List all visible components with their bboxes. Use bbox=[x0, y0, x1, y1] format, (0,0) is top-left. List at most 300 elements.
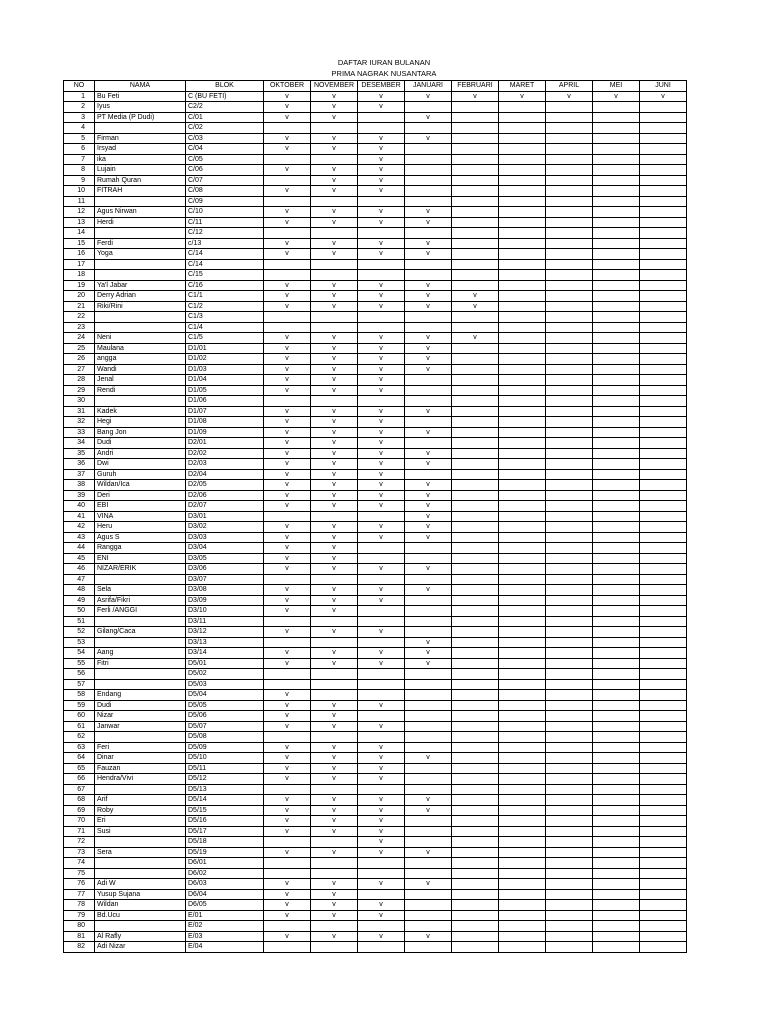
cell-no: 25 bbox=[64, 343, 95, 354]
cell-desember: v bbox=[358, 406, 405, 417]
cell-blok: D3/03 bbox=[186, 532, 264, 543]
table-row bbox=[64, 774, 687, 785]
cell-blok: D3/01 bbox=[186, 511, 264, 522]
cell-blok: D5/09 bbox=[186, 742, 264, 753]
cell-februari bbox=[452, 774, 499, 785]
column-header-oktober: OKTOBER bbox=[264, 81, 311, 92]
cell-november: v bbox=[311, 144, 358, 155]
cell-juni bbox=[640, 333, 687, 344]
cell-blok: C/04 bbox=[186, 144, 264, 155]
cell-maret bbox=[499, 700, 546, 711]
cell-no: 29 bbox=[64, 385, 95, 396]
cell-april bbox=[546, 942, 593, 953]
cell-oktober bbox=[264, 259, 311, 270]
cell-februari bbox=[452, 322, 499, 333]
cell-nama: PT Media (P Dudi) bbox=[95, 112, 186, 123]
cell-mei bbox=[593, 312, 640, 323]
cell-desember: v bbox=[358, 175, 405, 186]
cell-oktober: v bbox=[264, 102, 311, 113]
cell-april bbox=[546, 910, 593, 921]
cell-april: v bbox=[546, 91, 593, 102]
table-row bbox=[64, 679, 687, 690]
cell-mei bbox=[593, 774, 640, 785]
cell-november: v bbox=[311, 658, 358, 669]
cell-no: 40 bbox=[64, 501, 95, 512]
cell-nama: Endang bbox=[95, 690, 186, 701]
cell-januari: v bbox=[405, 217, 452, 228]
cell-april bbox=[546, 522, 593, 533]
cell-februari bbox=[452, 207, 499, 218]
cell-april bbox=[546, 186, 593, 197]
cell-februari bbox=[452, 543, 499, 554]
cell-no: 56 bbox=[64, 669, 95, 680]
cell-maret bbox=[499, 448, 546, 459]
cell-februari bbox=[452, 469, 499, 480]
cell-maret bbox=[499, 280, 546, 291]
cell-februari bbox=[452, 406, 499, 417]
cell-mei bbox=[593, 406, 640, 417]
cell-april bbox=[546, 511, 593, 522]
cell-no: 51 bbox=[64, 616, 95, 627]
cell-no: 66 bbox=[64, 774, 95, 785]
cell-desember: v bbox=[358, 595, 405, 606]
cell-oktober: v bbox=[264, 354, 311, 365]
cell-januari bbox=[405, 627, 452, 638]
cell-mei bbox=[593, 259, 640, 270]
cell-november: v bbox=[311, 480, 358, 491]
cell-maret bbox=[499, 186, 546, 197]
cell-maret bbox=[499, 417, 546, 428]
table-row bbox=[64, 826, 687, 837]
cell-juni bbox=[640, 165, 687, 176]
cell-november bbox=[311, 196, 358, 207]
cell-februari bbox=[452, 417, 499, 428]
cell-juni bbox=[640, 700, 687, 711]
cell-juni bbox=[640, 291, 687, 302]
cell-januari bbox=[405, 711, 452, 722]
cell-desember bbox=[358, 732, 405, 743]
column-header-mei: MEI bbox=[593, 81, 640, 92]
cell-april bbox=[546, 606, 593, 617]
cell-no: 37 bbox=[64, 469, 95, 480]
table-row bbox=[64, 511, 687, 522]
cell-desember bbox=[358, 868, 405, 879]
cell-juni bbox=[640, 238, 687, 249]
cell-april bbox=[546, 133, 593, 144]
cell-nama bbox=[95, 784, 186, 795]
cell-januari: v bbox=[405, 847, 452, 858]
cell-no: 46 bbox=[64, 564, 95, 575]
cell-juni bbox=[640, 879, 687, 890]
cell-oktober: v bbox=[264, 249, 311, 260]
cell-desember: v bbox=[358, 144, 405, 155]
cell-mei bbox=[593, 910, 640, 921]
cell-nama: Sela bbox=[95, 585, 186, 596]
cell-maret bbox=[499, 585, 546, 596]
cell-blok: C2/2 bbox=[186, 102, 264, 113]
cell-oktober: v bbox=[264, 375, 311, 386]
cell-blok: C/14 bbox=[186, 249, 264, 260]
cell-april bbox=[546, 658, 593, 669]
cell-februari bbox=[452, 816, 499, 827]
cell-november: v bbox=[311, 648, 358, 659]
cell-blok: D3/05 bbox=[186, 553, 264, 564]
cell-blok: C/10 bbox=[186, 207, 264, 218]
cell-mei bbox=[593, 238, 640, 249]
cell-nama bbox=[95, 396, 186, 407]
cell-oktober bbox=[264, 637, 311, 648]
cell-februari bbox=[452, 669, 499, 680]
cell-februari bbox=[452, 837, 499, 848]
cell-blok: C1/4 bbox=[186, 322, 264, 333]
cell-oktober: v bbox=[264, 112, 311, 123]
header-row bbox=[64, 81, 687, 92]
cell-maret bbox=[499, 910, 546, 921]
cell-november: v bbox=[311, 532, 358, 543]
cell-februari bbox=[452, 280, 499, 291]
cell-desember bbox=[358, 322, 405, 333]
cell-maret bbox=[499, 732, 546, 743]
cell-no: 18 bbox=[64, 270, 95, 281]
cell-mei bbox=[593, 490, 640, 501]
cell-januari: v bbox=[405, 459, 452, 470]
cell-juni bbox=[640, 375, 687, 386]
cell-juni bbox=[640, 154, 687, 165]
cell-februari bbox=[452, 931, 499, 942]
cell-januari: v bbox=[405, 343, 452, 354]
cell-blok: D5/15 bbox=[186, 805, 264, 816]
cell-januari: v bbox=[405, 648, 452, 659]
table-row bbox=[64, 375, 687, 386]
column-header-desember: DESEMBER bbox=[358, 81, 405, 92]
cell-blok: D5/18 bbox=[186, 837, 264, 848]
cell-nama bbox=[95, 732, 186, 743]
cell-april bbox=[546, 585, 593, 596]
cell-blok: C/15 bbox=[186, 270, 264, 281]
cell-nama bbox=[95, 270, 186, 281]
cell-april bbox=[546, 490, 593, 501]
table-row bbox=[64, 543, 687, 554]
table-row bbox=[64, 480, 687, 491]
cell-februari: v bbox=[452, 333, 499, 344]
cell-maret bbox=[499, 679, 546, 690]
cell-maret bbox=[499, 102, 546, 113]
cell-no: 53 bbox=[64, 637, 95, 648]
cell-juni: v bbox=[640, 91, 687, 102]
cell-blok: D2/03 bbox=[186, 459, 264, 470]
cell-no: 79 bbox=[64, 910, 95, 921]
cell-januari: v bbox=[405, 795, 452, 806]
cell-desember: v bbox=[358, 102, 405, 113]
cell-oktober bbox=[264, 175, 311, 186]
cell-desember: v bbox=[358, 238, 405, 249]
cell-oktober bbox=[264, 322, 311, 333]
cell-juni bbox=[640, 196, 687, 207]
cell-mei bbox=[593, 270, 640, 281]
cell-juni bbox=[640, 784, 687, 795]
cell-maret bbox=[499, 774, 546, 785]
table-row bbox=[64, 133, 687, 144]
cell-april bbox=[546, 837, 593, 848]
cell-mei bbox=[593, 858, 640, 869]
cell-oktober bbox=[264, 837, 311, 848]
cell-februari bbox=[452, 910, 499, 921]
cell-desember: v bbox=[358, 774, 405, 785]
table-row bbox=[64, 658, 687, 669]
cell-februari bbox=[452, 123, 499, 134]
cell-nama: Neni bbox=[95, 333, 186, 344]
cell-januari bbox=[405, 144, 452, 155]
table-row bbox=[64, 301, 687, 312]
cell-februari bbox=[452, 102, 499, 113]
cell-juni bbox=[640, 753, 687, 764]
cell-mei bbox=[593, 648, 640, 659]
cell-januari bbox=[405, 228, 452, 239]
cell-juni bbox=[640, 711, 687, 722]
cell-april bbox=[546, 774, 593, 785]
cell-november: v bbox=[311, 564, 358, 575]
cell-januari bbox=[405, 186, 452, 197]
cell-januari: v bbox=[405, 280, 452, 291]
cell-april bbox=[546, 637, 593, 648]
document-subtitle: PRIMA NAGRAK NUSANTARA bbox=[331, 69, 437, 78]
cell-oktober: v bbox=[264, 627, 311, 638]
cell-desember: v bbox=[358, 721, 405, 732]
cell-maret bbox=[499, 742, 546, 753]
cell-februari bbox=[452, 574, 499, 585]
cell-no: 44 bbox=[64, 543, 95, 554]
cell-nama: Al Rafly bbox=[95, 931, 186, 942]
cell-februari bbox=[452, 858, 499, 869]
table-row bbox=[64, 270, 687, 281]
table-row bbox=[64, 217, 687, 228]
cell-oktober bbox=[264, 868, 311, 879]
cell-nama: Ferdi bbox=[95, 238, 186, 249]
cell-mei bbox=[593, 501, 640, 512]
cell-desember bbox=[358, 259, 405, 270]
cell-november bbox=[311, 511, 358, 522]
cell-november bbox=[311, 396, 358, 407]
cell-desember: v bbox=[358, 165, 405, 176]
cell-juni bbox=[640, 144, 687, 155]
cell-november: v bbox=[311, 385, 358, 396]
table-row bbox=[64, 417, 687, 428]
cell-februari bbox=[452, 690, 499, 701]
cell-april bbox=[546, 679, 593, 690]
cell-oktober: v bbox=[264, 543, 311, 554]
cell-november: v bbox=[311, 102, 358, 113]
table-row bbox=[64, 795, 687, 806]
cell-maret bbox=[499, 795, 546, 806]
cell-januari: v bbox=[405, 249, 452, 260]
cell-oktober: v bbox=[264, 522, 311, 533]
cell-blok: C1/1 bbox=[186, 291, 264, 302]
cell-blok: E/03 bbox=[186, 931, 264, 942]
cell-november bbox=[311, 669, 358, 680]
cell-november bbox=[311, 322, 358, 333]
cell-blok: D1/07 bbox=[186, 406, 264, 417]
cell-oktober: v bbox=[264, 742, 311, 753]
cell-mei bbox=[593, 816, 640, 827]
cell-oktober: v bbox=[264, 700, 311, 711]
cell-nama: Susi bbox=[95, 826, 186, 837]
cell-desember bbox=[358, 396, 405, 407]
table-row bbox=[64, 186, 687, 197]
cell-oktober: v bbox=[264, 469, 311, 480]
cell-no: 10 bbox=[64, 186, 95, 197]
cell-juni bbox=[640, 942, 687, 953]
cell-april bbox=[546, 343, 593, 354]
cell-maret bbox=[499, 364, 546, 375]
cell-april bbox=[546, 154, 593, 165]
cell-november: v bbox=[311, 742, 358, 753]
cell-november: v bbox=[311, 889, 358, 900]
cell-no: 82 bbox=[64, 942, 95, 953]
cell-oktober: v bbox=[264, 606, 311, 617]
cell-april bbox=[546, 532, 593, 543]
cell-juni bbox=[640, 616, 687, 627]
cell-mei bbox=[593, 438, 640, 449]
cell-maret bbox=[499, 868, 546, 879]
cell-april bbox=[546, 784, 593, 795]
cell-januari bbox=[405, 270, 452, 281]
cell-nama: NIZAR/ERIK bbox=[95, 564, 186, 575]
cell-no: 52 bbox=[64, 627, 95, 638]
cell-juni bbox=[640, 228, 687, 239]
cell-mei bbox=[593, 175, 640, 186]
cell-nama: Feri bbox=[95, 742, 186, 753]
cell-februari bbox=[452, 627, 499, 638]
table-row bbox=[64, 700, 687, 711]
cell-oktober bbox=[264, 732, 311, 743]
cell-no: 55 bbox=[64, 658, 95, 669]
cell-januari: v bbox=[405, 931, 452, 942]
cell-maret bbox=[499, 690, 546, 701]
cell-februari bbox=[452, 522, 499, 533]
cell-mei bbox=[593, 375, 640, 386]
cell-januari: v bbox=[405, 364, 452, 375]
table-row bbox=[64, 616, 687, 627]
cell-nama: Maulana bbox=[95, 343, 186, 354]
table-row bbox=[64, 648, 687, 659]
cell-no: 23 bbox=[64, 322, 95, 333]
cell-no: 26 bbox=[64, 354, 95, 365]
cell-maret bbox=[499, 931, 546, 942]
cell-juni bbox=[640, 217, 687, 228]
cell-maret bbox=[499, 532, 546, 543]
cell-no: 17 bbox=[64, 259, 95, 270]
cell-nama: Wandi bbox=[95, 364, 186, 375]
cell-november: v bbox=[311, 438, 358, 449]
cell-no: 68 bbox=[64, 795, 95, 806]
cell-november: v bbox=[311, 238, 358, 249]
cell-november: v bbox=[311, 333, 358, 344]
cell-nama bbox=[95, 312, 186, 323]
cell-nama: Janwar bbox=[95, 721, 186, 732]
cell-blok: C/08 bbox=[186, 186, 264, 197]
cell-juni bbox=[640, 522, 687, 533]
cell-april bbox=[546, 847, 593, 858]
cell-desember bbox=[358, 637, 405, 648]
cell-januari bbox=[405, 942, 452, 953]
cell-oktober: v bbox=[264, 805, 311, 816]
cell-februari bbox=[452, 112, 499, 123]
cell-juni bbox=[640, 763, 687, 774]
cell-april bbox=[546, 406, 593, 417]
cell-mei bbox=[593, 616, 640, 627]
cell-oktober: v bbox=[264, 91, 311, 102]
cell-juni bbox=[640, 721, 687, 732]
table-row bbox=[64, 165, 687, 176]
cell-juni bbox=[640, 921, 687, 932]
cell-mei bbox=[593, 102, 640, 113]
cell-nama: EBI bbox=[95, 501, 186, 512]
cell-april bbox=[546, 291, 593, 302]
cell-oktober bbox=[264, 942, 311, 953]
cell-nama: Ya'l Jabar bbox=[95, 280, 186, 291]
cell-no: 65 bbox=[64, 763, 95, 774]
cell-februari bbox=[452, 343, 499, 354]
cell-no: 16 bbox=[64, 249, 95, 260]
cell-januari bbox=[405, 322, 452, 333]
cell-april bbox=[546, 249, 593, 260]
table-row bbox=[64, 490, 687, 501]
cell-november: v bbox=[311, 112, 358, 123]
cell-mei bbox=[593, 133, 640, 144]
cell-juni bbox=[640, 595, 687, 606]
table-row bbox=[64, 154, 687, 165]
cell-januari bbox=[405, 679, 452, 690]
cell-blok: D3/07 bbox=[186, 574, 264, 585]
cell-juni bbox=[640, 543, 687, 554]
cell-nama: Aang bbox=[95, 648, 186, 659]
cell-februari bbox=[452, 238, 499, 249]
cell-januari bbox=[405, 669, 452, 680]
cell-no: 43 bbox=[64, 532, 95, 543]
cell-februari bbox=[452, 532, 499, 543]
column-header-januari: JANUARI bbox=[405, 81, 452, 92]
cell-desember: v bbox=[358, 805, 405, 816]
cell-april bbox=[546, 553, 593, 564]
cell-januari: v bbox=[405, 879, 452, 890]
table-row bbox=[64, 858, 687, 869]
table-row bbox=[64, 805, 687, 816]
cell-maret bbox=[499, 343, 546, 354]
table-row bbox=[64, 564, 687, 575]
cell-juni bbox=[640, 574, 687, 585]
cell-januari bbox=[405, 102, 452, 113]
cell-oktober: v bbox=[264, 595, 311, 606]
cell-mei bbox=[593, 196, 640, 207]
cell-november bbox=[311, 679, 358, 690]
cell-januari bbox=[405, 123, 452, 134]
cell-november: v bbox=[311, 553, 358, 564]
cell-mei bbox=[593, 690, 640, 701]
table-row bbox=[64, 196, 687, 207]
cell-januari: v bbox=[405, 532, 452, 543]
cell-no: 34 bbox=[64, 438, 95, 449]
cell-desember: v bbox=[358, 207, 405, 218]
cell-mei bbox=[593, 921, 640, 932]
cell-maret bbox=[499, 312, 546, 323]
cell-januari bbox=[405, 700, 452, 711]
cell-april bbox=[546, 627, 593, 638]
cell-april bbox=[546, 375, 593, 386]
cell-desember: v bbox=[358, 469, 405, 480]
cell-desember bbox=[358, 784, 405, 795]
cell-april bbox=[546, 480, 593, 491]
cell-blok: D1/04 bbox=[186, 375, 264, 386]
